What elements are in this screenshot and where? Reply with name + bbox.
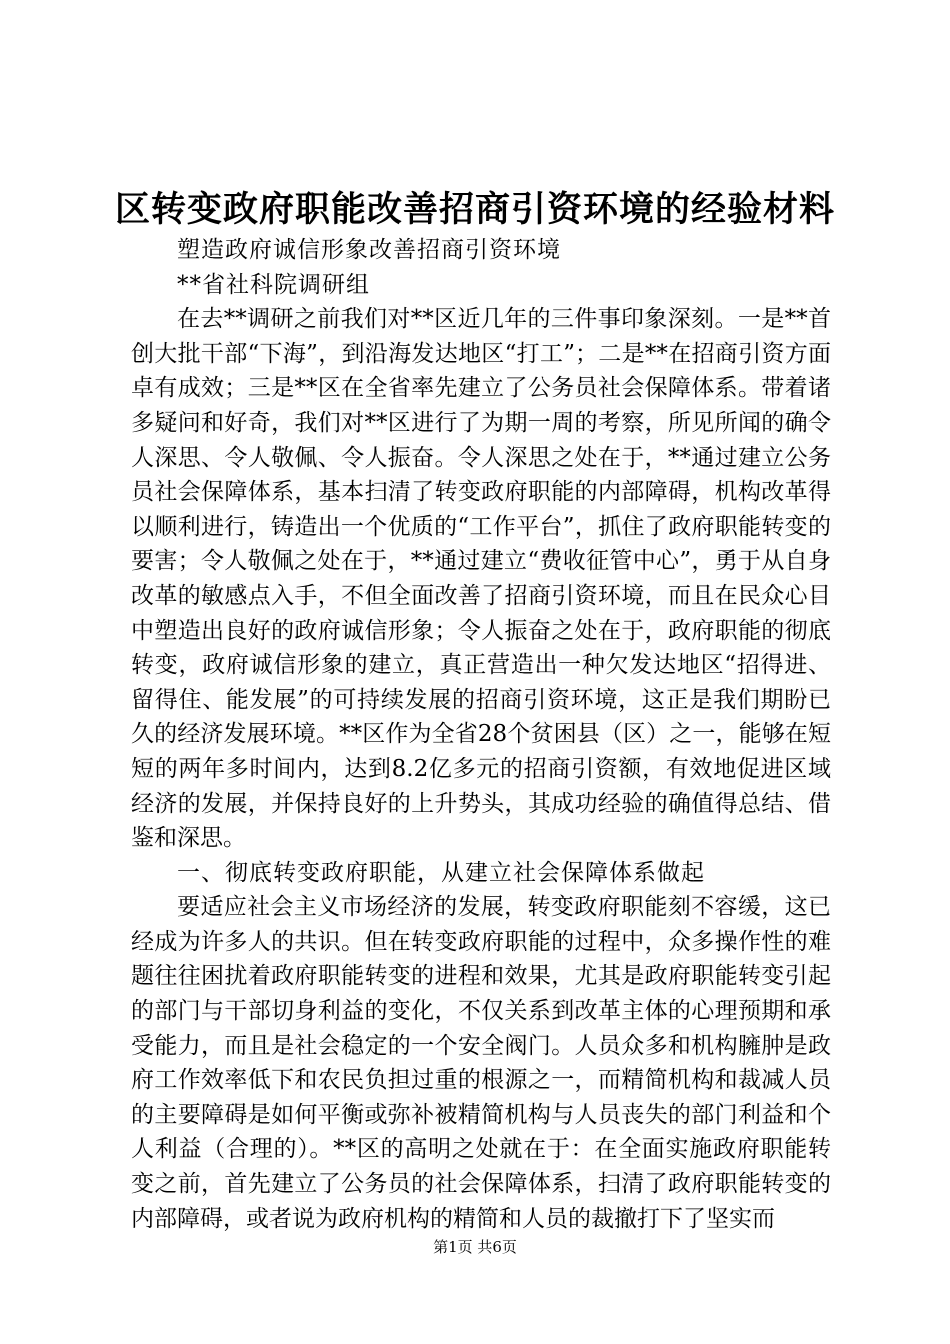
document-title: 区转变政府职能改善招商引资环境的经验材料 (114, 189, 835, 230)
document-subtitle: 塑造政府诚信形象改善招商引资环境 (177, 237, 561, 263)
page-number-footer: 第1页 共6页 (433, 1238, 517, 1256)
document-author: **省社科院调研组 (177, 271, 370, 298)
body-paragraph-intro: 在去**调研之前我们对**区近几年的三件事印象深刻。一是**首创大批干部“下海”，到沿海发达地区“打工”；二是**在招商引资方面卓有成效；三是**区在全省率先建立了公务员社会保障体系。带着诸多疑问和好奇，我们对**区进行了为期一周的考察，所见所闻的确令人深思、令人敬佩、令人振奋。令人深思之处在于，**通过建立公务员社会保障体系，基本扫清了转变政府职能的内部障碍，机构改革得以顺利进行，铸造出一个优质的“工作平台”，抓住了政府职能转变的要害；令人敬佩之处在于，**通过建立“费收征管中心”，勇于从自身改革的敏感点入手，不但全面改善了招商引资环境，而且在民众心目中塑造出良好的政府诚信形象；令人振奋之处在于，政府职能的彻底转变，政府诚信形象的建立，真正营造出一种欠发达地区“招得进、留得住、能发展”的可持续发展的招商引资环境，这正是我们期盼已久的经济发展环境。**区作为全省28个贫困县（区）之一，能够在短短的两年多时间内，达到8.2亿多元的招商引资额，有效地促进区域经济的发展，并保持良好的上升势头，其成功经验的确值得总结、借鉴和深思。 (131, 306, 831, 852)
section-heading-1: 一、彻底转变政府职能，从建立社会保障体系做起 (177, 859, 705, 886)
body-paragraph-section-1: 要适应社会主义市场经济的发展，转变政府职能刻不容缓，这已经成为许多人的共识。但在转变政府职能的过程中，众多操作性的难题往往困扰着政府职能转变的进程和效果，尤其是政府职能转变引起的部门与干部切身利益的变化，不仅关系到改革主体的心理预期和承受能力，而且是社会稳定的一个安全阀门。人员众多和机构臃肿是政府工作效率低下和农民负担过重的根源之一，而精简机构和裁减人员的主要障碍是如何平衡或弥补被精简机构与人员丧失的部门利益和个人利益（合理的）。**区的高明之处就在于：在全面实施政府职能转变之前，首先建立了公务员的社会保障体系，扫清了政府职能转变的内部障碍，或者说为政府机构的精简和人员的裁撤打下了坚实而 (131, 894, 831, 1232)
document-body (131, 233, 831, 1236)
